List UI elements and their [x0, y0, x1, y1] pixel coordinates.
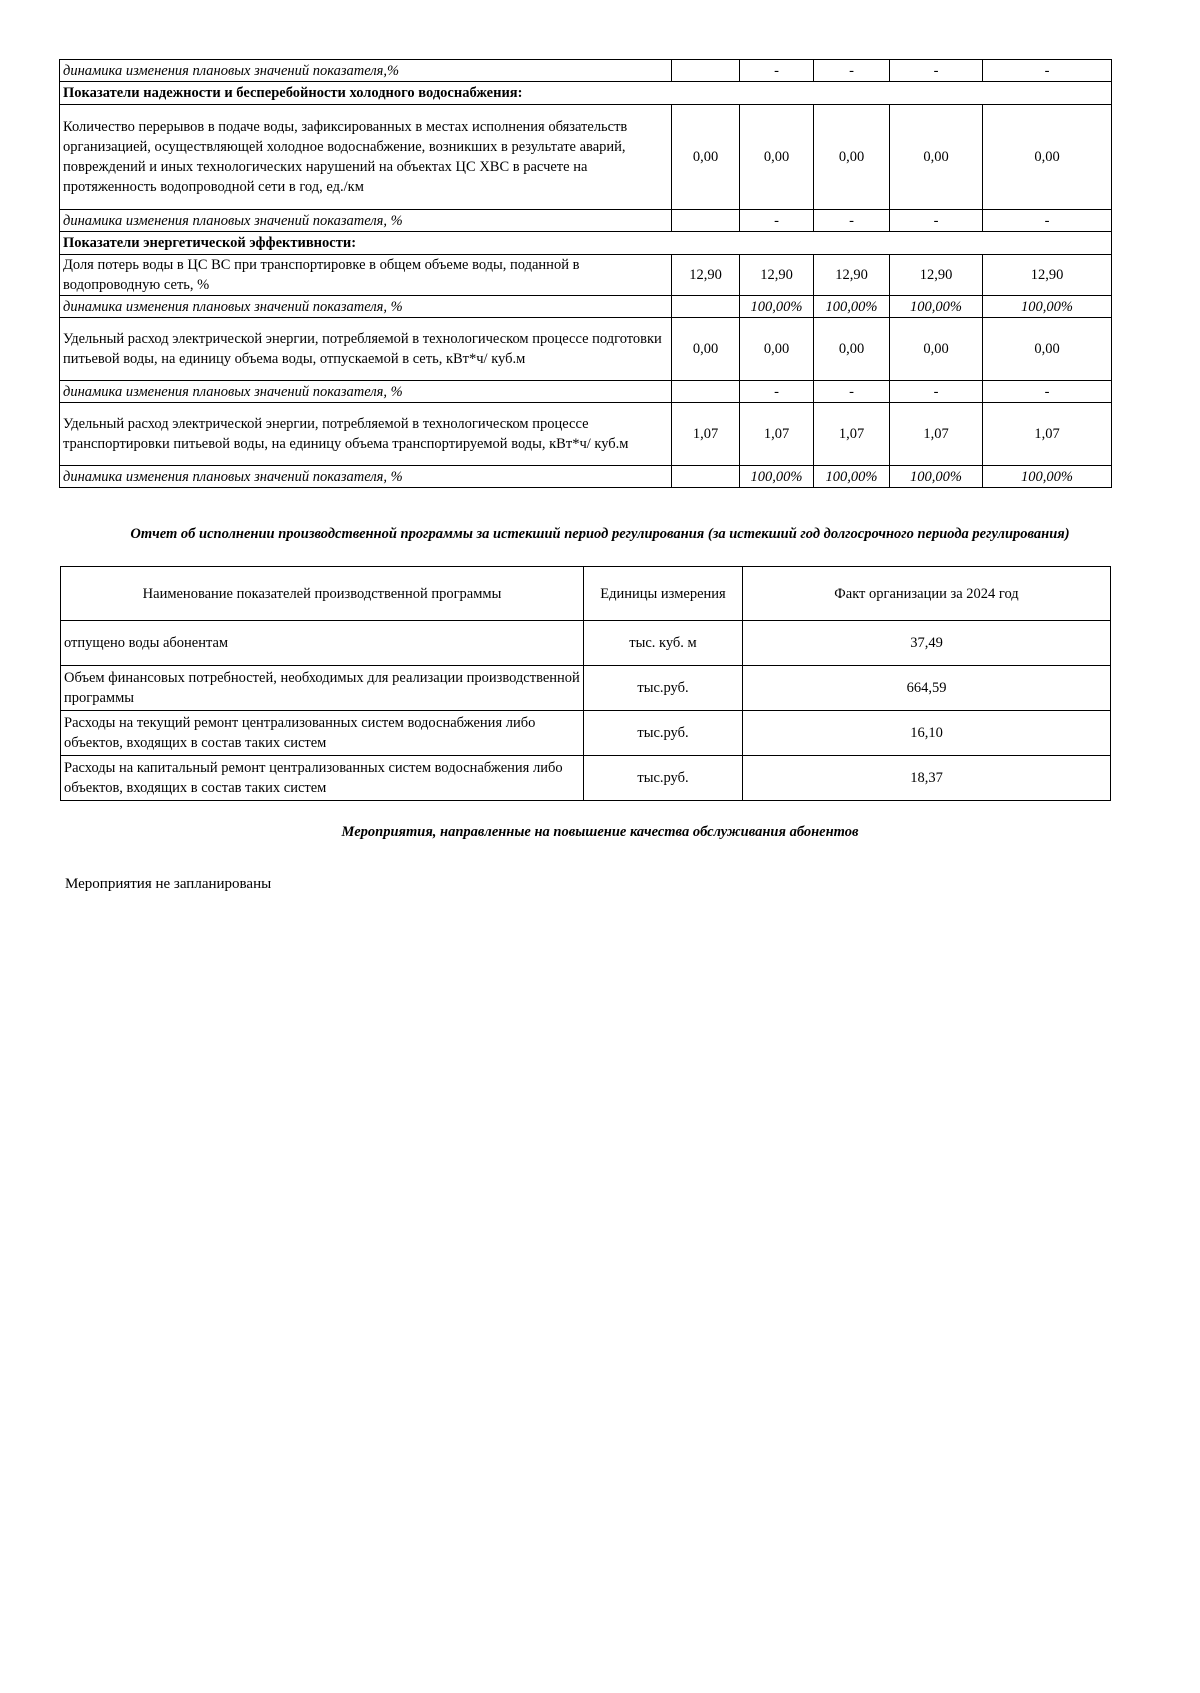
dynamics-label: динамика изменения плановых значений показателя, % — [60, 466, 672, 488]
report-row-name: Объем финансовых потребностей, необходимых для реализации производственной программы — [61, 666, 584, 711]
table-row — [60, 381, 1112, 403]
measures-title: Мероприятия, направленные на повышение качества обслуживания абонентов — [341, 824, 859, 840]
measures-text: Мероприятия не запланированы — [65, 876, 272, 892]
table-cell: 100,00% — [814, 466, 890, 488]
table-row — [61, 756, 1111, 801]
table-cell — [672, 60, 740, 82]
table-cell: 1,07 — [740, 403, 814, 466]
report-table — [60, 566, 1111, 801]
table-cell: 1,07 — [890, 403, 983, 466]
section-heading-reliability: Показатели надежности и бесперебойности холодного водоснабжения: — [60, 82, 1112, 105]
section-row — [60, 82, 1112, 105]
table-cell: 1,07 — [814, 403, 890, 466]
table-cell: 0,00 — [740, 105, 814, 210]
report-row-name: отпущено воды абонентам — [61, 621, 584, 666]
table-cell: 0,00 — [983, 105, 1112, 210]
indicators-table — [59, 59, 1112, 488]
table-cell: - — [983, 381, 1112, 403]
table-cell: 0,00 — [983, 318, 1112, 381]
table-cell: 100,00% — [890, 296, 983, 318]
indicator-name: Удельный расход электрической энергии, потребляемой в технологическом процессе подготовки питьевой воды, на единицу объема воды, отпускаемой в сеть, кВт*ч/ куб.м — [60, 318, 672, 381]
table-cell: 12,90 — [983, 255, 1112, 296]
table-cell: - — [740, 60, 814, 82]
table-cell — [672, 210, 740, 232]
table-cell: - — [890, 60, 983, 82]
table-header-row — [61, 567, 1111, 621]
table-row — [61, 666, 1111, 711]
table-row — [60, 403, 1112, 466]
report-row-unit: тыс.руб. — [584, 756, 743, 801]
table-row — [60, 60, 1112, 82]
report-row-value: 664,59 — [743, 666, 1111, 711]
table-cell: - — [814, 210, 890, 232]
table-cell: 12,90 — [740, 255, 814, 296]
table-cell: 100,00% — [983, 466, 1112, 488]
column-header-unit: Единицы измерения — [584, 567, 743, 621]
table-row — [60, 466, 1112, 488]
table-cell: 0,00 — [672, 105, 740, 210]
report-row-unit: тыс. куб. м — [584, 621, 743, 666]
table-cell: - — [983, 210, 1112, 232]
table-cell: 100,00% — [814, 296, 890, 318]
table-cell — [672, 381, 740, 403]
table-cell: 0,00 — [890, 105, 983, 210]
indicator-name: Удельный расход электрической энергии, потребляемой в технологическом процессе транспортировки питьевой воды, на единицу объема транспортируемой воды, кВт*ч/ куб.м — [60, 403, 672, 466]
table-cell: 12,90 — [890, 255, 983, 296]
report-row-unit: тыс.руб. — [584, 711, 743, 756]
report-row-name: Расходы на текущий ремонт централизованных систем водоснабжения либо объектов, входящих в состав таких систем — [61, 711, 584, 756]
table-row — [60, 318, 1112, 381]
table-row — [60, 210, 1112, 232]
table-cell: 0,00 — [890, 318, 983, 381]
table-cell: - — [814, 60, 890, 82]
report-row-value: 37,49 — [743, 621, 1111, 666]
table-cell: 100,00% — [983, 296, 1112, 318]
table-cell: 1,07 — [983, 403, 1112, 466]
table-cell: 0,00 — [814, 105, 890, 210]
table-cell: 100,00% — [740, 296, 814, 318]
table-cell: - — [740, 210, 814, 232]
table-cell: - — [740, 381, 814, 403]
table-cell: 0,00 — [814, 318, 890, 381]
indicator-name: Доля потерь воды в ЦС ВС при транспортировке в общем объеме воды, поданной в водопроводную сеть, % — [60, 255, 672, 296]
table-row — [60, 255, 1112, 296]
table-cell: 1,07 — [672, 403, 740, 466]
report-row-value: 18,37 — [743, 756, 1111, 801]
table-row — [61, 711, 1111, 756]
table-cell: 100,00% — [740, 466, 814, 488]
table-cell: 100,00% — [890, 466, 983, 488]
table-row — [60, 105, 1112, 210]
table-cell — [672, 466, 740, 488]
table-cell: - — [983, 60, 1112, 82]
report-row-unit: тыс.руб. — [584, 666, 743, 711]
table-cell: - — [890, 210, 983, 232]
column-header-name: Наименование показателей производственной программы — [61, 567, 584, 621]
table-cell: 12,90 — [672, 255, 740, 296]
table-row — [61, 621, 1111, 666]
indicator-name: Количество перерывов в подаче воды, зафиксированных в местах исполнения обязательств организацией, осуществляющей холодное водоснабжение, возникших в результате аварий, повреждений и иных технологических нарушений на объектах ЦС ХВС в расчете на протяженность водопроводной сети в год, ед./км — [60, 105, 672, 210]
table-cell: 0,00 — [672, 318, 740, 381]
table-cell: 12,90 — [814, 255, 890, 296]
report-row-name: Расходы на капитальный ремонт централизованных систем водоснабжения либо объектов, входящих в состав таких систем — [61, 756, 584, 801]
column-header-fact: Факт организации за 2024 год — [743, 567, 1111, 621]
dynamics-label: динамика изменения плановых значений показателя, % — [60, 381, 672, 403]
table-cell: - — [890, 381, 983, 403]
report-title: Отчет об исполнении производственной программы за истекший период регулирования (за истекший год долгосрочного периода регулирования) — [130, 526, 1070, 542]
dynamics-label: динамика изменения плановых значений показателя, % — [60, 210, 672, 232]
table-cell — [672, 296, 740, 318]
section-row — [60, 232, 1112, 255]
section-heading-energy: Показатели энергетической эффективности: — [60, 232, 1112, 255]
table-row — [60, 296, 1112, 318]
dynamics-label: динамика изменения плановых значений показателя,% — [60, 60, 672, 82]
dynamics-label: динамика изменения плановых значений показателя, % — [60, 296, 672, 318]
table-cell: 0,00 — [740, 318, 814, 381]
table-cell: - — [814, 381, 890, 403]
report-row-value: 16,10 — [743, 711, 1111, 756]
